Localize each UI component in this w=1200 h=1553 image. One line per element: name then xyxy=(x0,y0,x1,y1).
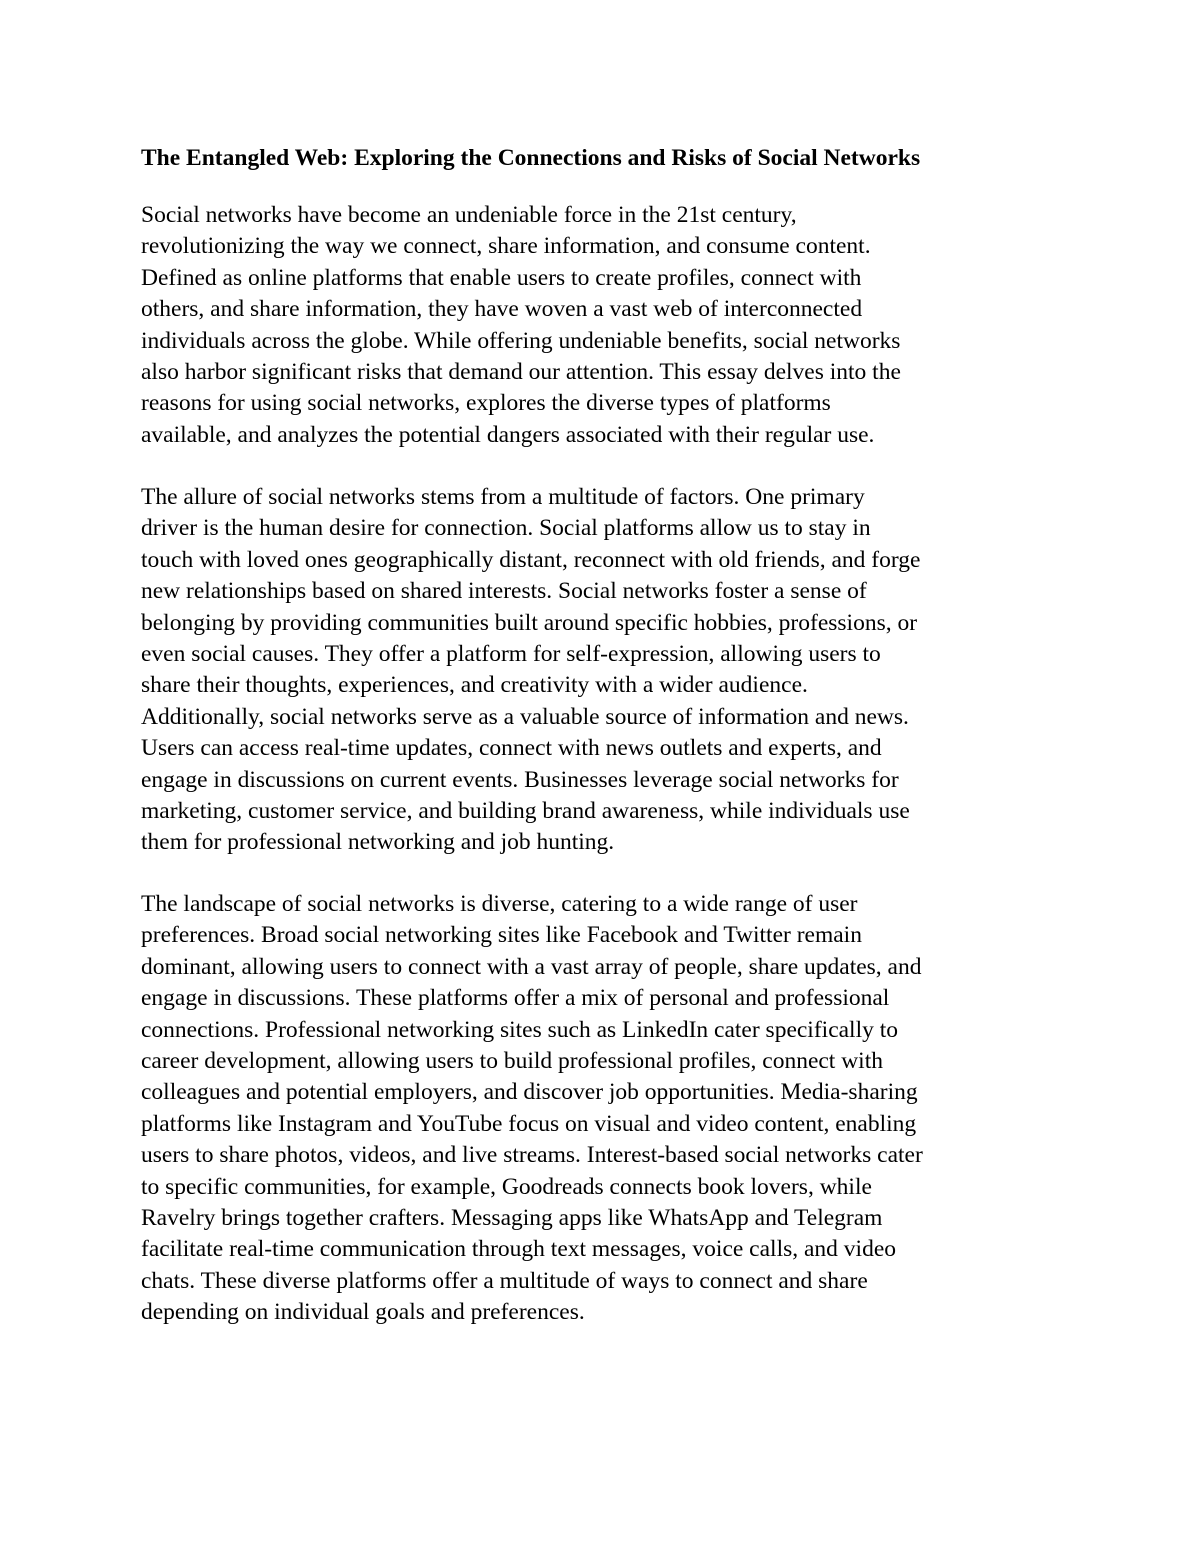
paragraph-line: new relationships based on shared interests. Social networks foster a sense of xyxy=(141,578,867,605)
paragraph-line: belonging by providing communities built around specific hobbies, professions, or xyxy=(141,609,918,636)
paragraph-line: The landscape of social networks is diverse, catering to a wide range of user xyxy=(141,891,858,917)
paragraph-line: Social networks have become an undeniable force in the 21st century, xyxy=(141,202,797,228)
paragraph-introduction xyxy=(141,200,1071,451)
paragraph-line: depending on individual goals and preferences. xyxy=(141,1299,585,1326)
paragraph-line: engage in discussions on current events. Businesses leverage social networks for xyxy=(141,766,899,793)
paragraph-line: available, and analyzes the potential dangers associated with their regular use. xyxy=(141,421,875,448)
paragraph-line: chats. These diverse platforms offer a multitude of ways to connect and share xyxy=(141,1267,868,1294)
paragraph-line: Additionally, social networks serve as a valuable source of information and news. xyxy=(141,703,909,730)
paragraph-line: preferences. Broad social networking sites like Facebook and Twitter remain xyxy=(141,922,862,949)
paragraph-line: touch with loved ones geographically distant, reconnect with old friends, and forge xyxy=(141,546,921,573)
paragraph-line: driver is the human desire for connection. Social platforms allow us to stay in xyxy=(141,515,871,542)
paragraph-line: others, and share information, they have woven a vast web of interconnected xyxy=(141,296,863,323)
paragraph-line: facilitate real-time communication through text messages, voice calls, and video xyxy=(141,1236,897,1263)
paragraph-reasons xyxy=(141,482,1071,859)
paragraph-line: Users can access real-time updates, connect with news outlets and experts, and xyxy=(141,735,882,762)
paragraph-line: even social causes. They offer a platform for self-expression, allowing users to xyxy=(141,641,881,668)
paragraph-line: colleagues and potential employers, and discover job opportunities. Media-sharing xyxy=(141,1079,918,1106)
paragraph-line: dominant, allowing users to connect with a vast array of people, share updates, and xyxy=(141,953,922,980)
document-title: The Entangled Web: Exploring the Connections and Risks of Social Networks xyxy=(141,145,921,171)
paragraph-line: individuals across the globe. While offering undeniable benefits, social networks xyxy=(141,327,901,354)
paragraph-line: platforms like Instagram and YouTube focus on visual and video content, enabling xyxy=(141,1110,917,1137)
paragraph-line: The allure of social networks stems from a multitude of factors. One primary xyxy=(141,484,865,510)
paragraph-line: reasons for using social networks, explores the diverse types of platforms xyxy=(141,390,831,417)
paragraph-line: share their thoughts, experiences, and creativity with a wider audience. xyxy=(141,672,808,699)
paragraph-line: Ravelry brings together crafters. Messaging apps like WhatsApp and Telegram xyxy=(141,1205,883,1232)
paragraph-line: them for professional networking and job hunting. xyxy=(141,829,615,856)
paragraph-line: to specific communities, for example, Goodreads connects book lovers, while xyxy=(141,1173,872,1200)
paragraph-line: also harbor significant risks that demand our attention. This essay delves into the xyxy=(141,359,901,386)
paragraph-line: Defined as online platforms that enable users to create profiles, connect with xyxy=(141,264,862,291)
paragraph-line: engage in discussions. These platforms offer a mix of personal and professional xyxy=(141,985,890,1012)
paragraph-platform-types xyxy=(141,889,1071,1329)
paragraph-line: users to share photos, videos, and live streams. Interest-based social networks cater xyxy=(141,1142,923,1169)
paragraph-line: marketing, customer service, and building brand awareness, while individuals use xyxy=(141,798,910,825)
paragraph-line: career development, allowing users to build professional profiles, connect with xyxy=(141,1048,883,1075)
paragraph-line: connections. Professional networking sites such as LinkedIn cater specifically to xyxy=(141,1016,899,1043)
paragraph-line: revolutionizing the way we connect, share information, and consume content. xyxy=(141,233,871,260)
